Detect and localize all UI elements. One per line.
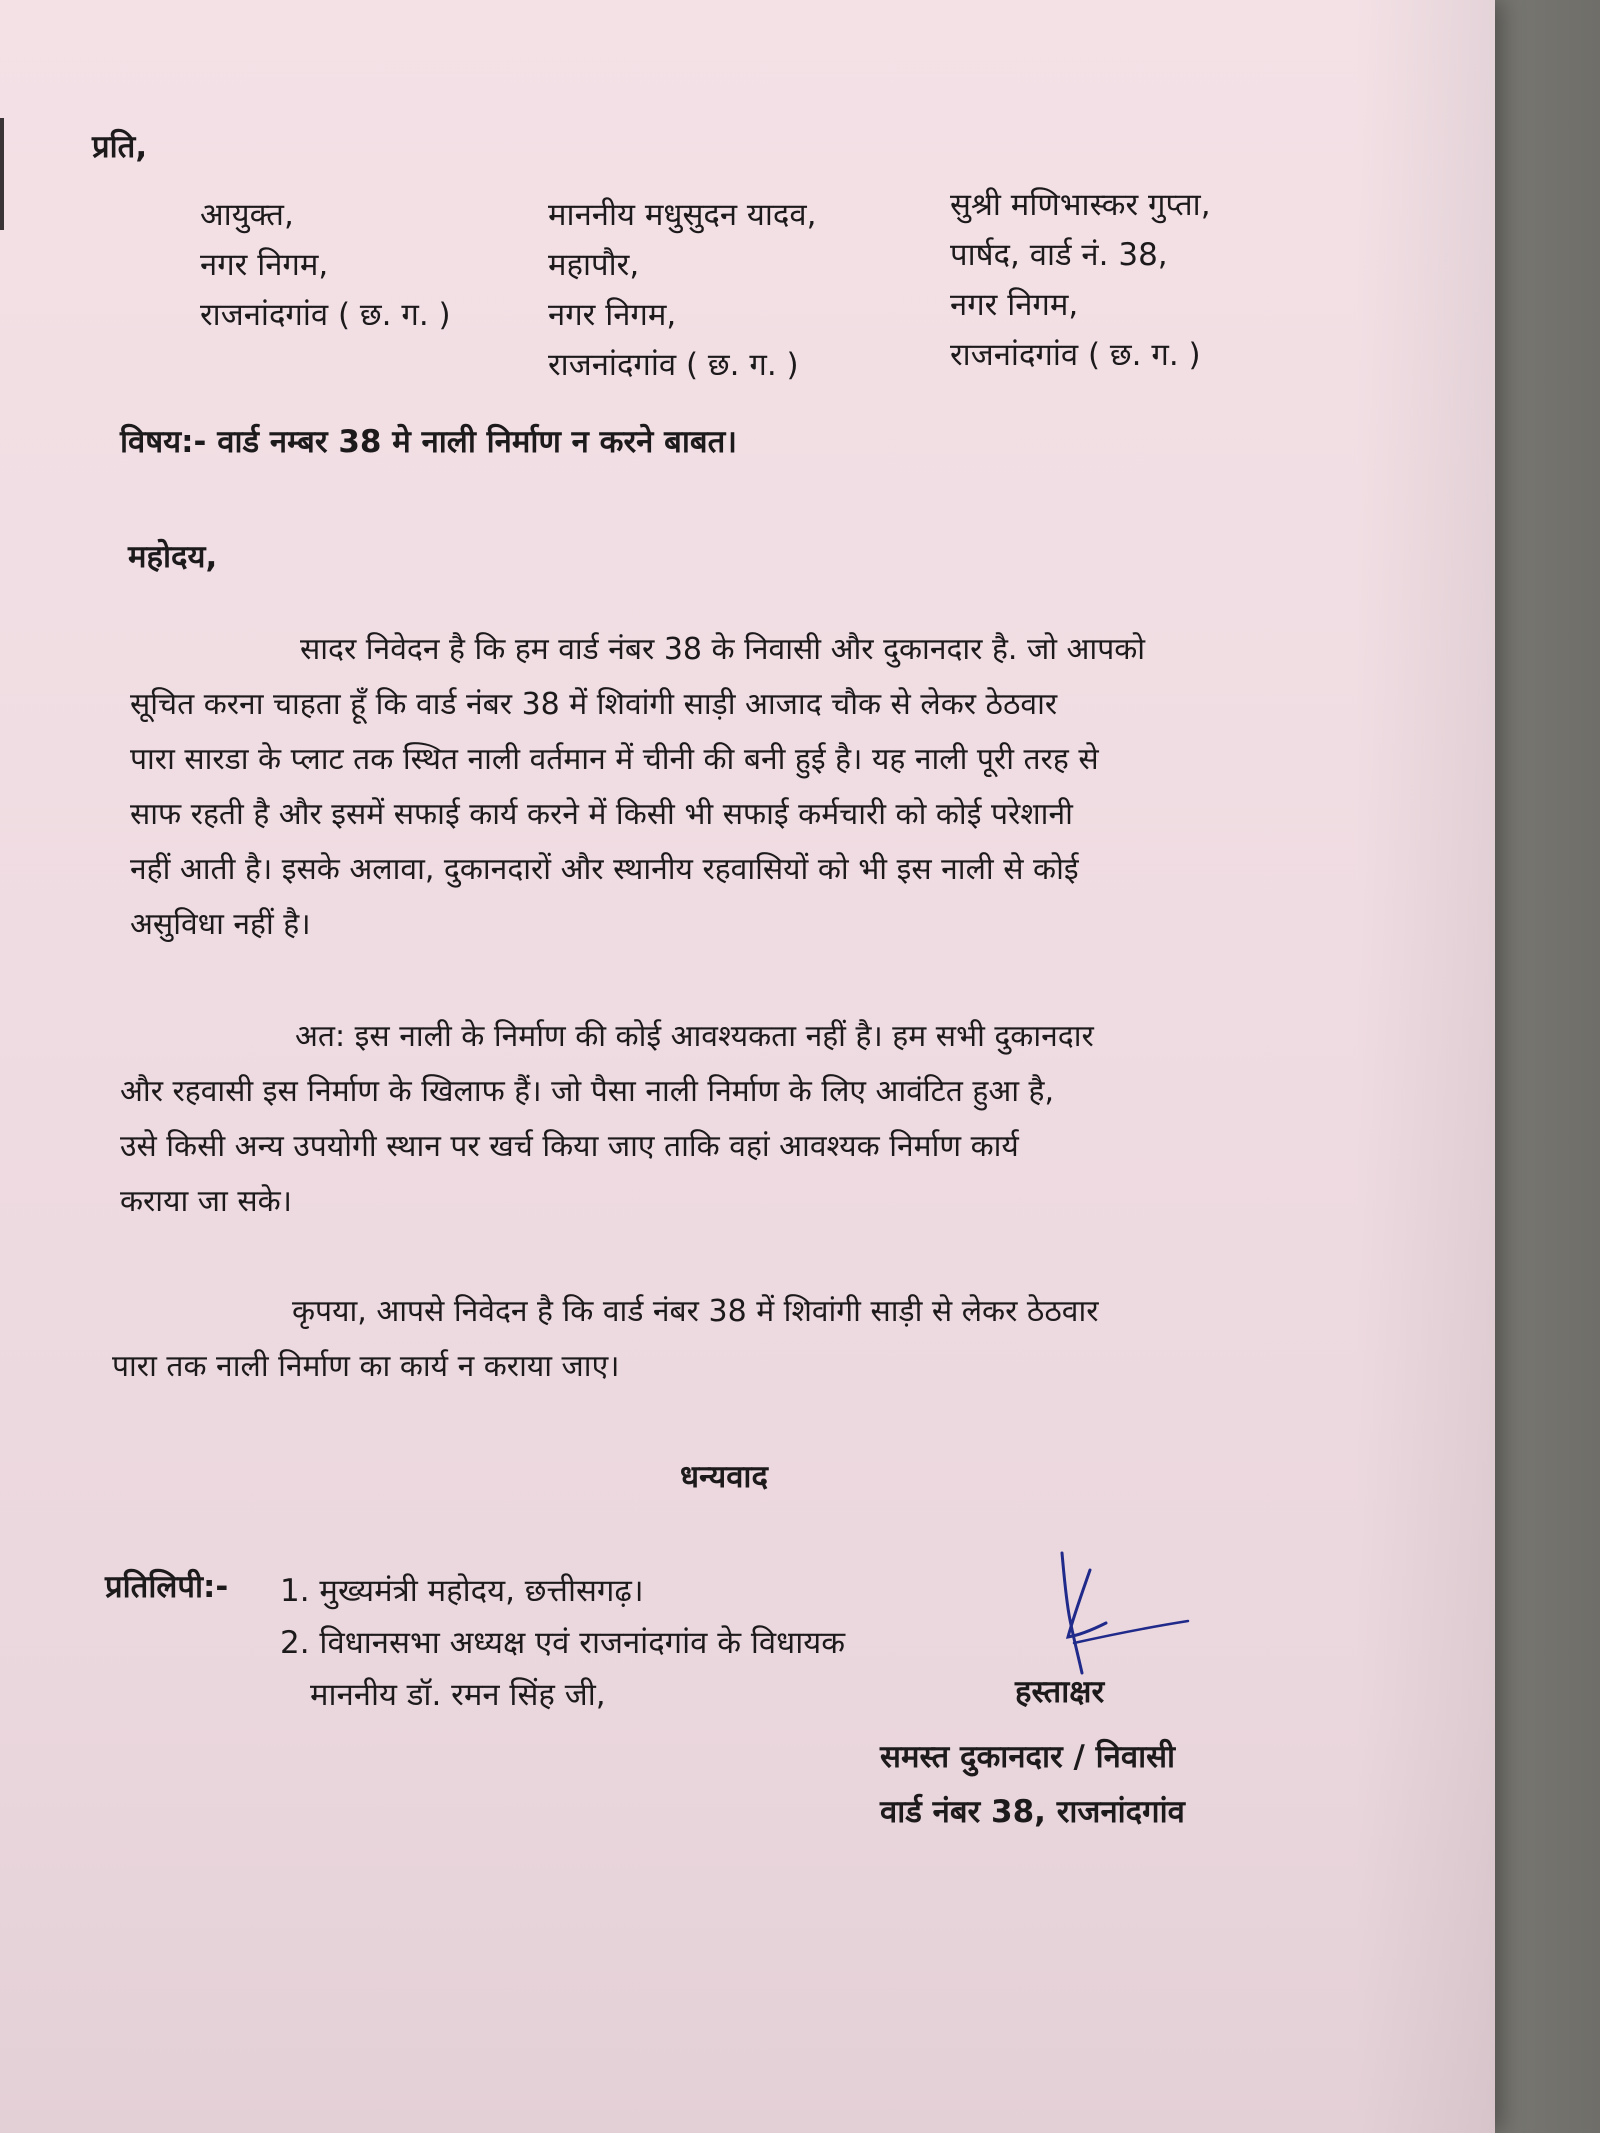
addressee-line: महापौर, — [548, 247, 640, 283]
signatory-line: समस्त दुकानदार / निवासी — [880, 1739, 1176, 1775]
addressee-line: नगर निगम, — [200, 247, 329, 283]
signatory-line: वार्ड नंबर 38, राजनांदगांव — [880, 1794, 1185, 1830]
copy-item: माननीय डॉ. रमन सिंह जी, — [310, 1677, 606, 1713]
paragraph-3 — [112, 1290, 1098, 1400]
handwritten-signature — [1030, 1545, 1210, 1680]
paragraph-1 — [130, 628, 1145, 958]
copy-item: 1. मुख्यमंत्री महोदय, छत्तीसगढ़। — [280, 1573, 644, 1609]
copy-item: 2. विधानसभा अध्यक्ष एवं राजनांदगांव के विधायक — [280, 1625, 846, 1661]
thanks-text: धन्यवाद — [680, 1459, 768, 1495]
addressee-councillor — [950, 180, 1211, 380]
subject-line: विषय:- वार्ड नम्बर 38 मे नाली निर्माण न करने बाबत। — [120, 424, 737, 460]
signature-label: हस्ताक्षर — [1015, 1674, 1105, 1710]
paragraph-line: और रहवासी इस निर्माण के खिलाफ हैं। जो पैसा नाली निर्माण के लिए आवंटित हुआ है, — [120, 1074, 1055, 1109]
page-edge-mark — [0, 118, 4, 230]
paragraph-line: साफ रहती है और इसमें सफाई कार्य करने में किसी भी सफाई कर्मचारी को कोई परेशानी — [130, 797, 1073, 832]
addressee-line: राजनांदगांव ( छ. ग. ) — [200, 297, 451, 333]
salutation: महोदय, — [128, 539, 218, 575]
paper-shadow — [1355, 0, 1495, 2133]
addressee-mayor — [548, 190, 816, 390]
paragraph-line: कृपया, आपसे निवेदन है कि वार्ड नंबर 38 में शिवांगी साड़ी से लेकर ठेठवार — [292, 1294, 1099, 1329]
paragraph-line: अत: इस नाली के निर्माण की कोई आवश्यकता नहीं है। हम सभी दुकानदार — [295, 1019, 1094, 1054]
copy-label: प्रतिलिपी:- — [105, 1569, 229, 1605]
paragraph-line: नहीं आती है। इसके अलावा, दुकानदारों और स्थानीय रहवासियों को भी इस नाली से कोई — [130, 852, 1079, 887]
copy-list — [280, 1565, 845, 1721]
addressee-line: पार्षद, वार्ड नं. 38, — [950, 237, 1168, 273]
addressee-line: नगर निगम, — [950, 287, 1079, 323]
addressee-commissioner — [200, 190, 451, 340]
addressee-line: सुश्री मणिभास्कर गुप्ता, — [950, 187, 1211, 223]
paragraph-2 — [120, 1015, 1094, 1235]
paragraph-line: पारा सारडा के प्लाट तक स्थित नाली वर्तमान में चीनी की बनी हुई है। यह नाली पूरी तरह से — [130, 742, 1099, 777]
paragraph-line: सूचित करना चाहता हूँ कि वार्ड नंबर 38 में शिवांगी साड़ी आजाद चौक से लेकर ठेठवार — [130, 687, 1058, 722]
paragraph-line: कराया जा सके। — [120, 1184, 293, 1219]
addressee-line: राजनांदगांव ( छ. ग. ) — [548, 347, 799, 383]
addressee-line: माननीय मधुसुदन यादव, — [548, 197, 817, 233]
signatory-block — [880, 1730, 1185, 1840]
paragraph-line: उसे किसी अन्य उपयोगी स्थान पर खर्च किया जाए ताकि वहां आवश्यक निर्माण कार्य — [120, 1129, 1019, 1164]
paragraph-line: पारा तक नाली निर्माण का कार्य न कराया जाए। — [112, 1349, 620, 1384]
addressee-line: राजनांदगांव ( छ. ग. ) — [950, 337, 1201, 373]
to-label: प्रति, — [92, 129, 148, 165]
addressee-line: नगर निगम, — [548, 297, 677, 333]
addressee-line: आयुक्त, — [200, 197, 294, 233]
paragraph-line: असुविधा नहीं है। — [130, 907, 311, 942]
paragraph-line: सादर निवेदन है कि हम वार्ड नंबर 38 के निवासी और दुकानदार है. जो आपको — [300, 632, 1146, 667]
